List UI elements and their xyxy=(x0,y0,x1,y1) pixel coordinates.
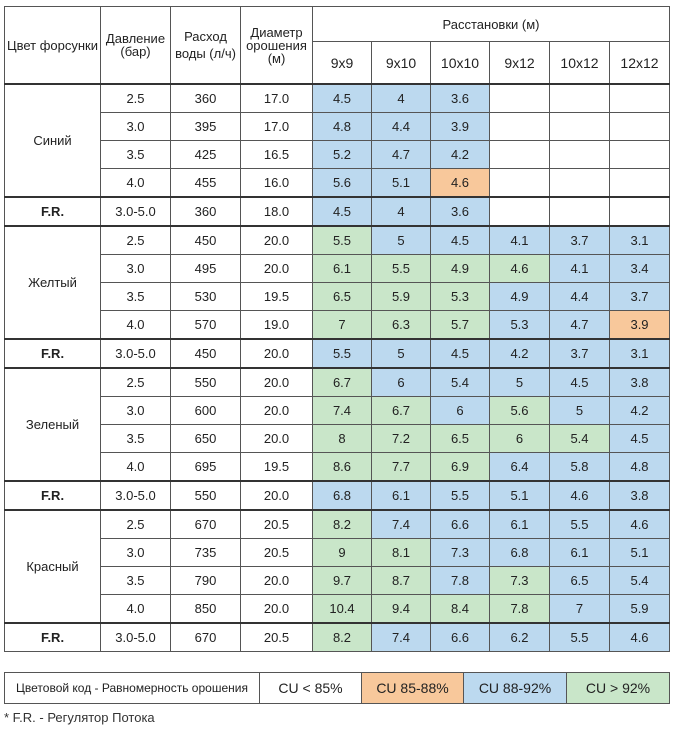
spacing-value-cell: 4.9 xyxy=(490,283,550,311)
spacing-value-cell: 4.6 xyxy=(610,510,670,539)
spacing-value-cell: 4.6 xyxy=(490,255,550,283)
header-row-1 xyxy=(5,7,670,42)
spacing-value-cell: 6 xyxy=(431,397,490,425)
flow-cell: 570 xyxy=(171,311,241,340)
flow-cell: 425 xyxy=(171,141,241,169)
fr-label: F.R. xyxy=(5,623,101,652)
spacing-value-cell: 4.6 xyxy=(550,481,610,510)
spacing-value-cell: 6.1 xyxy=(313,255,372,283)
spacing-value-cell: 5 xyxy=(372,339,431,368)
pressure-cell: 3.0-5.0 xyxy=(101,481,171,510)
spacing-value-cell xyxy=(490,197,550,226)
table-row xyxy=(5,397,670,425)
spacing-value-cell: 6.2 xyxy=(490,623,550,652)
spacing-value-cell: 5.9 xyxy=(610,595,670,624)
spacing-value-cell: 5.9 xyxy=(372,283,431,311)
flow-cell: 850 xyxy=(171,595,241,624)
spacing-value-cell: 6.3 xyxy=(372,311,431,340)
spacing-value-cell: 4.5 xyxy=(550,368,610,397)
diameter-cell: 17.0 xyxy=(241,84,313,113)
spacing-value-cell: 4.5 xyxy=(610,425,670,453)
spacing-value-cell: 7.2 xyxy=(372,425,431,453)
spacing-value-cell: 4.4 xyxy=(550,283,610,311)
flow-cell: 735 xyxy=(171,539,241,567)
fr-row xyxy=(5,481,670,510)
spacing-value-cell: 9 xyxy=(313,539,372,567)
spacing-value-cell: 6.5 xyxy=(431,425,490,453)
spacing-value-cell: 5.6 xyxy=(313,169,372,198)
fr-row xyxy=(5,623,670,652)
spacing-value-cell: 3.7 xyxy=(610,283,670,311)
spacing-value-cell xyxy=(490,141,550,169)
spacing-value-cell: 4 xyxy=(372,197,431,226)
pressure-cell: 2.5 xyxy=(101,368,171,397)
spacing-value-cell: 4.7 xyxy=(372,141,431,169)
spacing-value-cell: 6.9 xyxy=(431,453,490,482)
spacing-value-cell: 4.6 xyxy=(610,623,670,652)
flow-cell: 600 xyxy=(171,397,241,425)
table-row xyxy=(5,453,670,482)
spacing-value-cell xyxy=(550,141,610,169)
spacing-value-cell: 4.5 xyxy=(431,339,490,368)
spacing-value-cell: 5.6 xyxy=(490,397,550,425)
flow-cell: 450 xyxy=(171,339,241,368)
diameter-cell: 19.0 xyxy=(241,311,313,340)
pressure-cell: 3.5 xyxy=(101,283,171,311)
header-spacing: 9x12 xyxy=(490,42,550,84)
table-row xyxy=(5,169,670,198)
spacing-value-cell: 7.4 xyxy=(372,623,431,652)
spacing-value-cell: 8.7 xyxy=(372,567,431,595)
spacing-value-cell: 9.4 xyxy=(372,595,431,624)
pressure-cell: 4.0 xyxy=(101,595,171,624)
pressure-cell: 2.5 xyxy=(101,510,171,539)
spacing-value-cell xyxy=(550,113,610,141)
spacing-value-cell: 7.3 xyxy=(431,539,490,567)
table-row xyxy=(5,595,670,624)
spacing-value-cell: 4.1 xyxy=(490,226,550,255)
diameter-cell: 20.0 xyxy=(241,339,313,368)
spacing-value-cell: 4 xyxy=(372,84,431,113)
spacing-value-cell: 4.5 xyxy=(313,84,372,113)
spacing-value-cell: 6.5 xyxy=(313,283,372,311)
spacing-value-cell: 8.6 xyxy=(313,453,372,482)
table-row xyxy=(5,425,670,453)
fr-row xyxy=(5,197,670,226)
flow-cell: 695 xyxy=(171,453,241,482)
flow-cell: 360 xyxy=(171,197,241,226)
diameter-cell: 18.0 xyxy=(241,197,313,226)
pressure-cell: 3.5 xyxy=(101,567,171,595)
header-spacings: Расстановки (м) xyxy=(313,7,670,42)
legend-item-cu-88-92: CU 88-92% xyxy=(464,673,567,704)
spacing-value-cell: 5.4 xyxy=(610,567,670,595)
table-row xyxy=(5,510,670,539)
pressure-cell: 4.0 xyxy=(101,453,171,482)
spacing-value-cell: 8 xyxy=(313,425,372,453)
spacing-value-cell xyxy=(490,169,550,198)
pressure-cell: 3.0-5.0 xyxy=(101,623,171,652)
spacing-value-cell: 6.5 xyxy=(550,567,610,595)
spacing-value-cell: 4.8 xyxy=(610,453,670,482)
spacing-value-cell: 4.8 xyxy=(313,113,372,141)
pressure-cell: 4.0 xyxy=(101,311,171,340)
diameter-cell: 20.0 xyxy=(241,595,313,624)
legend-item-cu-high: CU > 92% xyxy=(567,673,670,704)
spacing-value-cell: 3.7 xyxy=(550,226,610,255)
table-row xyxy=(5,567,670,595)
spacing-value-cell: 5.5 xyxy=(431,481,490,510)
fr-row xyxy=(5,339,670,368)
color-legend xyxy=(4,672,670,704)
diameter-cell: 20.5 xyxy=(241,539,313,567)
spacing-value-cell xyxy=(610,84,670,113)
pressure-cell: 3.0 xyxy=(101,539,171,567)
spacing-value-cell: 3.4 xyxy=(610,255,670,283)
flow-cell: 670 xyxy=(171,623,241,652)
table-row xyxy=(5,113,670,141)
header-diameter: Диаметр орошения (м) xyxy=(241,7,313,85)
pressure-cell: 3.5 xyxy=(101,141,171,169)
spacing-value-cell: 3.8 xyxy=(610,368,670,397)
spacing-value-cell: 4.2 xyxy=(490,339,550,368)
spacing-value-cell: 5.3 xyxy=(490,311,550,340)
fr-label: F.R. xyxy=(5,339,101,368)
flow-cell: 360 xyxy=(171,84,241,113)
spacing-value-cell: 4.7 xyxy=(550,311,610,340)
legend-item-cu-low: CU < 85% xyxy=(260,673,362,704)
spacing-value-cell xyxy=(610,113,670,141)
spacing-value-cell: 6.7 xyxy=(313,368,372,397)
pressure-cell: 3.0-5.0 xyxy=(101,339,171,368)
spacing-value-cell: 6 xyxy=(372,368,431,397)
header-spacing: 10x10 xyxy=(431,42,490,84)
spacing-value-cell: 3.1 xyxy=(610,339,670,368)
table-row xyxy=(5,226,670,255)
footnote: * F.R. - Регулятор Потока xyxy=(4,710,155,725)
spacing-value-cell: 4.2 xyxy=(610,397,670,425)
spacing-value-cell: 6 xyxy=(490,425,550,453)
header-spacing: 10x12 xyxy=(550,42,610,84)
diameter-cell: 20.0 xyxy=(241,226,313,255)
table-row xyxy=(5,255,670,283)
diameter-cell: 17.0 xyxy=(241,113,313,141)
spacing-value-cell: 5.1 xyxy=(490,481,550,510)
flow-cell: 790 xyxy=(171,567,241,595)
spacing-value-cell: 4.4 xyxy=(372,113,431,141)
diameter-cell: 20.0 xyxy=(241,397,313,425)
pressure-cell: 3.5 xyxy=(101,425,171,453)
spacing-value-cell: 5.3 xyxy=(431,283,490,311)
spacing-value-cell: 5 xyxy=(490,368,550,397)
table-row xyxy=(5,141,670,169)
header-spacing: 12x12 xyxy=(610,42,670,84)
flow-cell: 395 xyxy=(171,113,241,141)
pressure-cell: 3.0 xyxy=(101,397,171,425)
spacing-value-cell: 6.1 xyxy=(490,510,550,539)
spacing-value-cell: 6.8 xyxy=(490,539,550,567)
spacing-value-cell: 8.2 xyxy=(313,510,372,539)
diameter-cell: 19.5 xyxy=(241,283,313,311)
spacing-value-cell: 7.8 xyxy=(431,567,490,595)
spacing-value-cell: 7.7 xyxy=(372,453,431,482)
fr-label: F.R. xyxy=(5,197,101,226)
spacing-value-cell: 5.7 xyxy=(431,311,490,340)
spacing-value-cell: 9.7 xyxy=(313,567,372,595)
flow-cell: 650 xyxy=(171,425,241,453)
diameter-cell: 16.5 xyxy=(241,141,313,169)
fr-label: F.R. xyxy=(5,481,101,510)
legend-item-cu-85-88: CU 85-88% xyxy=(362,673,464,704)
diameter-cell: 20.5 xyxy=(241,623,313,652)
spacing-value-cell: 4.5 xyxy=(313,197,372,226)
spacing-value-cell: 5.4 xyxy=(431,368,490,397)
spacing-value-cell xyxy=(610,141,670,169)
pressure-cell: 3.0 xyxy=(101,113,171,141)
flow-cell: 450 xyxy=(171,226,241,255)
spacing-value-cell: 6.7 xyxy=(372,397,431,425)
spacing-value-cell xyxy=(610,197,670,226)
nozzle-color-label: Красный xyxy=(5,510,101,623)
spacing-value-cell: 6.6 xyxy=(431,623,490,652)
spacing-value-cell: 6.1 xyxy=(372,481,431,510)
spacing-value-cell: 7.3 xyxy=(490,567,550,595)
flow-cell: 670 xyxy=(171,510,241,539)
legend-title: Цветовой код - Равномерность орошения xyxy=(5,673,260,704)
spacing-value-cell: 5 xyxy=(550,397,610,425)
spacing-value-cell xyxy=(550,169,610,198)
spacing-value-cell: 5.5 xyxy=(313,226,372,255)
spacing-value-cell: 5.1 xyxy=(372,169,431,198)
spacing-value-cell: 5.5 xyxy=(550,510,610,539)
pressure-cell: 3.0-5.0 xyxy=(101,197,171,226)
spacing-value-cell: 3.1 xyxy=(610,226,670,255)
pressure-cell: 2.5 xyxy=(101,226,171,255)
spacing-value-cell: 5.4 xyxy=(550,425,610,453)
spacing-value-cell: 5.2 xyxy=(313,141,372,169)
spacing-value-cell: 4.1 xyxy=(550,255,610,283)
spacing-value-cell xyxy=(490,84,550,113)
nozzle-color-label: Зеленый xyxy=(5,368,101,481)
spacing-value-cell: 4.5 xyxy=(431,226,490,255)
pressure-cell: 3.0 xyxy=(101,255,171,283)
flow-cell: 530 xyxy=(171,283,241,311)
spacing-value-cell: 5.5 xyxy=(372,255,431,283)
table-row xyxy=(5,84,670,113)
spacing-value-cell: 3.9 xyxy=(431,113,490,141)
diameter-cell: 20.0 xyxy=(241,255,313,283)
nozzle-color-label: Синий xyxy=(5,84,101,197)
flow-cell: 550 xyxy=(171,481,241,510)
header-color: Цвет форсунки xyxy=(5,7,101,85)
spacing-value-cell: 4.2 xyxy=(431,141,490,169)
spacing-value-cell: 7 xyxy=(550,595,610,624)
spacing-value-cell: 5.8 xyxy=(550,453,610,482)
spacing-value-cell: 7.4 xyxy=(372,510,431,539)
diameter-cell: 20.5 xyxy=(241,510,313,539)
diameter-cell: 20.0 xyxy=(241,368,313,397)
spacing-value-cell: 10.4 xyxy=(313,595,372,624)
diameter-cell: 16.0 xyxy=(241,169,313,198)
header-spacing: 9x10 xyxy=(372,42,431,84)
flow-cell: 455 xyxy=(171,169,241,198)
pressure-cell: 2.5 xyxy=(101,84,171,113)
spacing-value-cell: 4.6 xyxy=(431,169,490,198)
spacing-value-cell: 8.4 xyxy=(431,595,490,624)
header-spacing: 9x9 xyxy=(313,42,372,84)
table-row xyxy=(5,368,670,397)
table-row xyxy=(5,539,670,567)
spacing-value-cell: 6.4 xyxy=(490,453,550,482)
diameter-cell: 20.0 xyxy=(241,567,313,595)
spacing-value-cell xyxy=(490,113,550,141)
spacing-value-cell: 3.8 xyxy=(610,481,670,510)
pressure-cell: 4.0 xyxy=(101,169,171,198)
spacing-value-cell: 8.1 xyxy=(372,539,431,567)
header-flow: Расход воды (л/ч) xyxy=(171,7,241,85)
spacing-value-cell xyxy=(550,197,610,226)
spacing-value-cell: 6.1 xyxy=(550,539,610,567)
spacing-value-cell: 3.6 xyxy=(431,197,490,226)
spacing-value-cell: 3.9 xyxy=(610,311,670,340)
spacing-value-cell: 7 xyxy=(313,311,372,340)
header-pressure: Давление (бар) xyxy=(101,7,171,85)
sprinkler-table xyxy=(4,6,670,652)
spacing-value-cell: 5.1 xyxy=(610,539,670,567)
spacing-value-cell xyxy=(610,169,670,198)
spacing-value-cell: 3.6 xyxy=(431,84,490,113)
spacing-value-cell: 8.2 xyxy=(313,623,372,652)
spacing-value-cell xyxy=(550,84,610,113)
spacing-value-cell: 7.4 xyxy=(313,397,372,425)
nozzle-color-label: Желтый xyxy=(5,226,101,339)
spacing-value-cell: 3.7 xyxy=(550,339,610,368)
spacing-value-cell: 5.5 xyxy=(550,623,610,652)
diameter-cell: 19.5 xyxy=(241,453,313,482)
flow-cell: 495 xyxy=(171,255,241,283)
spacing-value-cell: 7.8 xyxy=(490,595,550,624)
spacing-value-cell: 5 xyxy=(372,226,431,255)
spacing-value-cell: 6.6 xyxy=(431,510,490,539)
table-row xyxy=(5,283,670,311)
flow-cell: 550 xyxy=(171,368,241,397)
spacing-value-cell: 5.5 xyxy=(313,339,372,368)
table-row xyxy=(5,311,670,340)
spacing-value-cell: 6.8 xyxy=(313,481,372,510)
diameter-cell: 20.0 xyxy=(241,481,313,510)
diameter-cell: 20.0 xyxy=(241,425,313,453)
spacing-value-cell: 4.9 xyxy=(431,255,490,283)
